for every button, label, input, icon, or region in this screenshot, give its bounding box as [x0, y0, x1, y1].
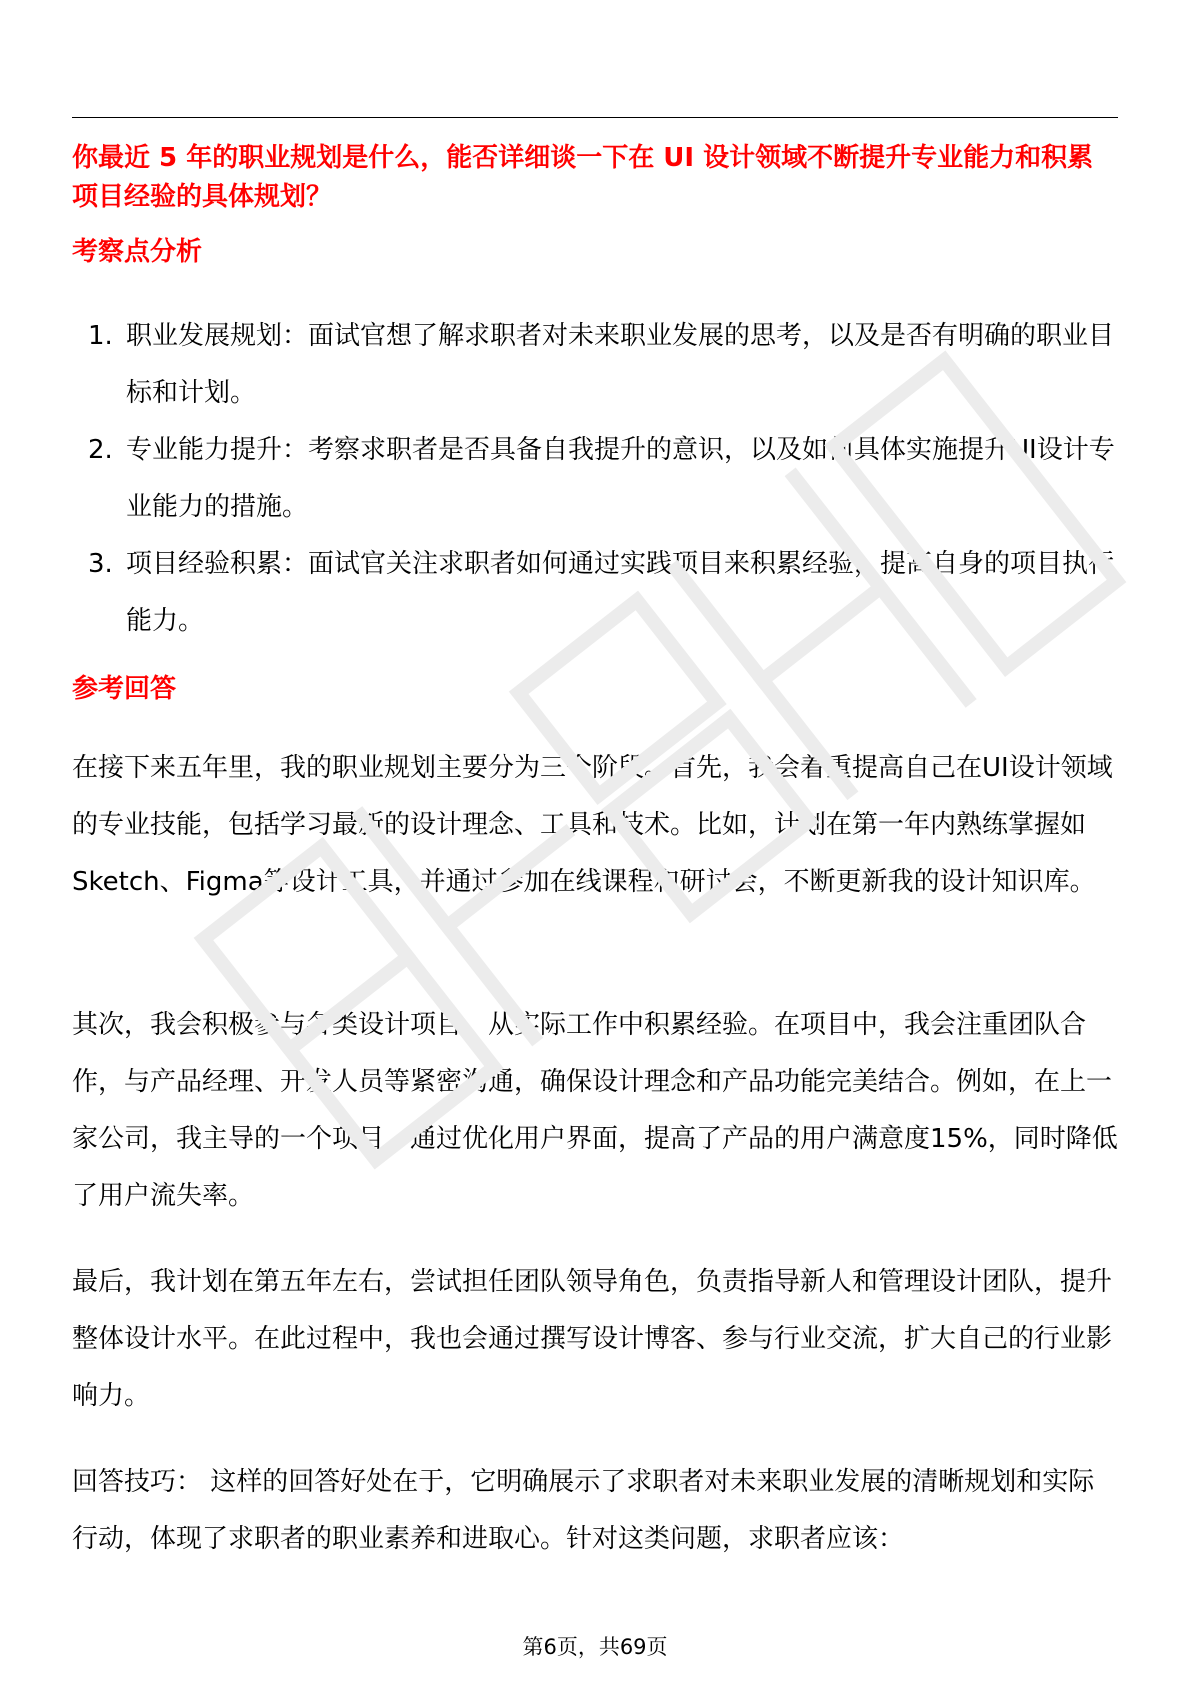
answer-paragraph-1: 在接下来五年里，我的职业规划主要分为三个阶段。首先，我会着重提高自己在UI设计领域的专业技能，包括学习最新的设计理念、工具和技术。比如，计划在第一年内熟练掌握如Sketch、Figma等设计工具，并通过参加在线课程和研讨会，不断更新我的设计知识库。 — [72, 753, 1113, 897]
question-title: 你最近 5 年的职业规划是什么，能否详细谈一下在 UI 设计领域不断提升专业能力和积累项目经验的具体规划？ — [72, 143, 1094, 212]
list-number: 3. — [88, 549, 113, 579]
header-rule — [72, 117, 1118, 118]
analysis-heading: 考察点分析 — [72, 237, 203, 267]
answer-heading: 参考回答 — [72, 674, 177, 704]
list-item-text: 项目经验积累：面试官关注求职者如何通过实践项目来积累经验，提高自身的项目执行能力。 — [126, 549, 1115, 636]
page-footer: 第6页，共69页 — [522, 1635, 668, 1659]
list-number: 2. — [88, 435, 113, 465]
analysis-item-2 — [72, 422, 1118, 536]
answer-tips-paragraph: 回答技巧： 这样的回答好处在于，它明确展示了求职者对未来职业发展的清晰规划和实际行动，体现了求职者的职业素养和进取心。针对这类问题，求职者应该： — [72, 1467, 1095, 1554]
list-number: 1. — [88, 321, 113, 351]
list-item-text: 职业发展规划：面试官想了解求职者对未来职业发展的思考，以及是否有明确的职业目标和计划。 — [126, 321, 1115, 408]
analysis-list — [72, 308, 1118, 650]
answer-paragraph-3: 最后，我计划在第五年左右，尝试担任团队领导角色，负责指导新人和管理设计团队，提升整体设计水平。在此过程中，我也会通过撰写设计博客、参与行业交流，扩大自己的行业影响力。 — [72, 1267, 1113, 1411]
analysis-item-3 — [72, 536, 1118, 650]
answer-paragraph-2: 其次，我会积极参与各类设计项目，从实际工作中积累经验。在项目中，我会注重团队合作，与产品经理、开发人员等紧密沟通，确保设计理念和产品功能完美结合。例如，在上一家公司，我主导的一个项目，通过优化用户界面，提高了产品的用户满意度15%，同时降低了用户流失率。 — [72, 1010, 1118, 1211]
list-item-text: 专业能力提升：考察求职者是否具备自我提升的意识，以及如何具体实施提升UI设计专业能力的措施。 — [126, 435, 1115, 522]
analysis-item-1 — [72, 308, 1118, 422]
